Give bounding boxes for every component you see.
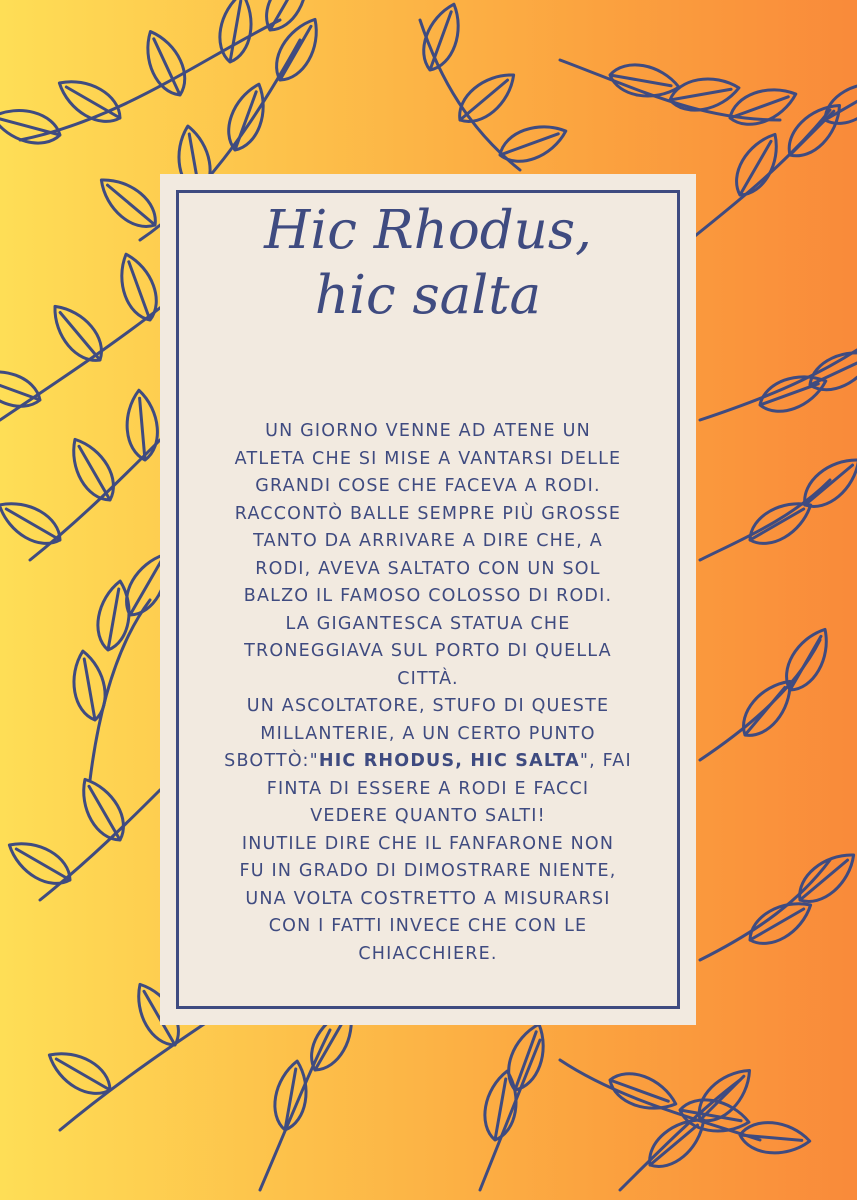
text-card [160, 174, 696, 1025]
story-line: VEDERE QUANTO SALTI! [310, 806, 546, 826]
branch-icon [700, 640, 820, 760]
leaf-icon [755, 367, 831, 419]
leaf-icon [92, 169, 165, 237]
leaf-icon [72, 772, 133, 848]
title-line-2: hic salta [314, 265, 542, 326]
leaf-icon [62, 432, 123, 508]
leaf-icon [124, 389, 160, 461]
story-line: TANTO DA ARRIVARE A DIRE CHE, A [253, 531, 603, 551]
branch-icon [700, 480, 830, 560]
story-line: CON I FATTI INVECE CHE CON LE [268, 916, 588, 936]
leaf-icon [0, 102, 64, 149]
story-text [184, 418, 672, 968]
leaf-icon [450, 64, 523, 132]
page-title [160, 198, 696, 328]
leaf-icon [790, 844, 857, 912]
quote-suffix: ", FAI [579, 751, 632, 771]
leaf-icon [734, 672, 802, 745]
leaf-icon [495, 117, 571, 169]
story-line: UN ASCOLTATORE, STUFO DI QUESTE [246, 696, 610, 716]
leaf-icon [137, 25, 194, 101]
story-line: UNA VOLTA COSTRETTO A MISURARSI [245, 888, 611, 909]
quote-bold: HIC RHODUS, HIC SALTA [318, 751, 580, 771]
story-line: UN GIORNO VENNE AD ATENE UN [265, 421, 591, 441]
leaf-icon [416, 0, 468, 75]
leaf-icon [501, 1019, 553, 1095]
story-line: RACCONTÒ BALLE SEMPRE PIÙ GROSSE [234, 503, 622, 524]
leaf-icon [112, 249, 164, 325]
branch-icon [260, 1030, 330, 1190]
story-line: MILLANTERIE, A UN CERTO PUNTO [260, 723, 596, 744]
branch-icon [690, 110, 830, 240]
story-line: CITTÀ. [397, 668, 459, 689]
story-line: INUTILE DIRE CHE IL FANFARONE NON [241, 833, 615, 854]
leaf-icon [818, 72, 857, 133]
leaf-icon [689, 1060, 760, 1131]
story-line: ATLETA CHE SI MISE A VANTARSI DELLE [234, 448, 622, 469]
branch-icon [560, 1060, 760, 1140]
story-line: TRONEGGIAVA SUL PORTO DI QUELLA [244, 641, 612, 661]
leaf-icon [270, 1058, 312, 1132]
story-line: CHIACCHIERE. [358, 943, 498, 964]
branch-icon [700, 350, 857, 420]
leaf-icon [52, 70, 128, 131]
branch-icon [420, 20, 520, 170]
story-line: FINTA DI ESSERE A RODI E FACCI [266, 778, 590, 799]
story-line: GRANDI COSE CHE FACEVA A RODI. [255, 476, 601, 496]
leaf-icon [0, 492, 68, 553]
story-line: LA GIGANTESCA STATUA CHE [285, 613, 571, 634]
story-quote-line [184, 748, 672, 776]
leaf-icon [44, 297, 112, 370]
title-line-1: Hic Rhodus, [264, 200, 592, 261]
leaf-icon [221, 79, 273, 155]
leaf-icon [2, 832, 78, 893]
leaf-icon [480, 1068, 522, 1142]
leaf-icon [804, 342, 857, 399]
leaf-icon [667, 73, 741, 115]
story-line: FU IN GRADO DI DIMOSTRARE NIENTE, [239, 861, 617, 881]
branch-icon [700, 860, 830, 960]
quote-prefix: SBOTTÒ:" [224, 751, 319, 771]
story-line: RODI, AVEVA SALTATO CON UN SOL [255, 558, 601, 579]
leaf-icon [215, 0, 257, 65]
story-line: BALZO IL FAMOSO COLOSSO DI RODI. [243, 586, 613, 606]
leaf-icon [0, 362, 45, 414]
leaf-icon [779, 95, 850, 166]
